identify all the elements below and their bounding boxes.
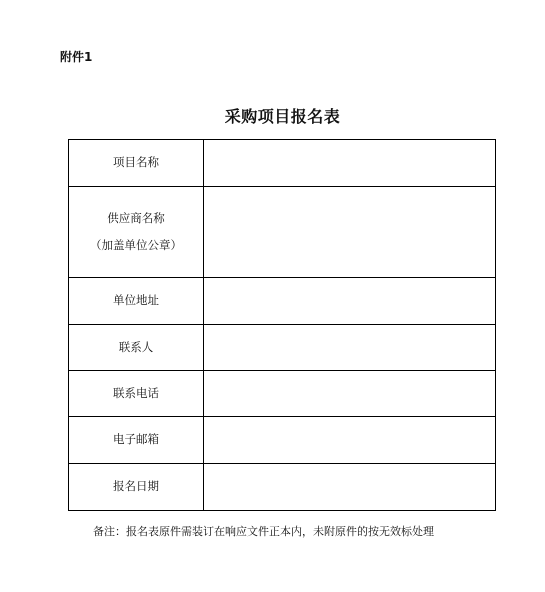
row-label-cell <box>69 187 204 278</box>
table-row <box>69 140 496 187</box>
row-label: 联系电话 <box>69 371 204 417</box>
row-label: 项目名称 <box>69 140 204 187</box>
footnote: 备注：报名表原件需装订在响应文件正本内，未附原件的按无效标处理 <box>93 525 434 538</box>
project-name-field[interactable] <box>204 140 496 187</box>
row-label: 供应商名称 <box>107 210 165 225</box>
table-row <box>69 278 496 325</box>
form-title: 采购项目报名表 <box>224 107 341 126</box>
row-label: 报名日期 <box>69 464 204 511</box>
registration-table <box>68 139 496 511</box>
table-row <box>69 187 496 278</box>
phone-field[interactable] <box>204 371 496 417</box>
row-label: 单位地址 <box>69 278 204 325</box>
table-row <box>69 464 496 511</box>
attachment-label: 附件1 <box>60 50 93 64</box>
table-row <box>69 371 496 417</box>
table-row <box>69 325 496 371</box>
supplier-name-field[interactable] <box>204 187 496 278</box>
registration-date-field[interactable] <box>204 464 496 511</box>
email-field[interactable] <box>204 417 496 464</box>
row-label: 电子邮箱 <box>69 417 204 464</box>
row-sub-label: （加盖单位公章） <box>90 238 182 252</box>
table-row <box>69 417 496 464</box>
row-label: 联系人 <box>69 325 204 371</box>
address-field[interactable] <box>204 278 496 325</box>
contact-person-field[interactable] <box>204 325 496 371</box>
